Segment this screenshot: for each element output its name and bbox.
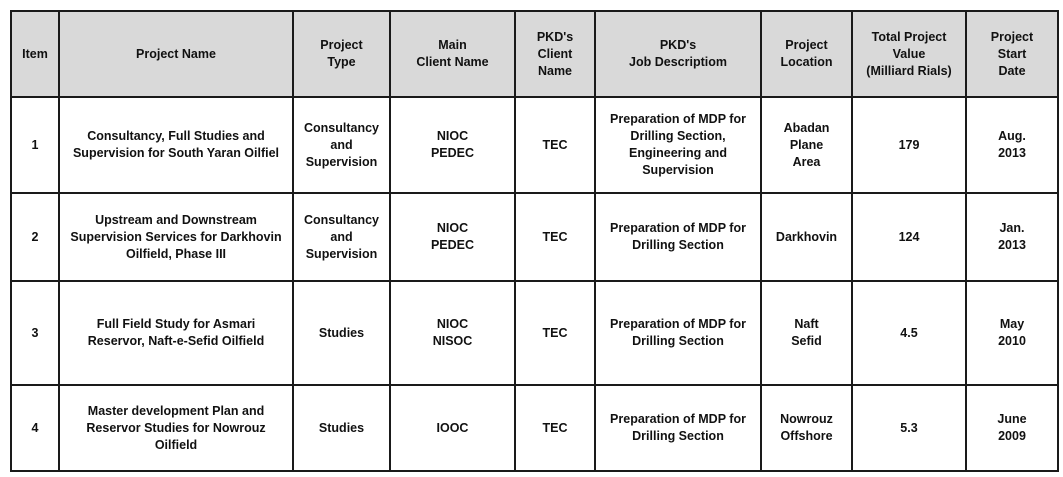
table-row — [11, 281, 1058, 385]
cell-item: 4 — [11, 385, 59, 471]
header-project-start-date: Project Start Date — [966, 11, 1058, 97]
cell-project-type: Studies — [293, 281, 390, 385]
cell-main-client-name: NIOC NISOC — [390, 281, 515, 385]
cell-main-client-name: NIOC PEDEC — [390, 193, 515, 281]
cell-project-location: Abadan Plane Area — [761, 97, 852, 193]
cell-project-start-date: Aug. 2013 — [966, 97, 1058, 193]
cell-pkd-job-description: Preparation of MDP for Drilling Section, Engineering and Supervision — [595, 97, 761, 193]
cell-pkd-client-name: TEC — [515, 97, 595, 193]
cell-project-start-date: May 2010 — [966, 281, 1058, 385]
cell-main-client-name: IOOC — [390, 385, 515, 471]
cell-project-name: Full Field Study for Asmari Reservor, Naft-e-Sefid Oilfield — [59, 281, 293, 385]
cell-total-project-value: 124 — [852, 193, 966, 281]
cell-project-start-date: Jan. 2013 — [966, 193, 1058, 281]
cell-item: 1 — [11, 97, 59, 193]
cell-item: 2 — [11, 193, 59, 281]
table-row — [11, 385, 1058, 471]
cell-item: 3 — [11, 281, 59, 385]
cell-project-location: Darkhovin — [761, 193, 852, 281]
header-project-location: Project Location — [761, 11, 852, 97]
cell-pkd-job-description: Preparation of MDP for Drilling Section — [595, 193, 761, 281]
projects-table — [10, 10, 1059, 472]
cell-project-name: Consultancy, Full Studies and Supervision for South Yaran Oilfiel — [59, 97, 293, 193]
table-row — [11, 97, 1058, 193]
header-row — [11, 11, 1058, 97]
cell-project-name: Upstream and Downstream Supervision Services for Darkhovin Oilfield, Phase III — [59, 193, 293, 281]
header-project-type: Project Type — [293, 11, 390, 97]
cell-pkd-client-name: TEC — [515, 281, 595, 385]
cell-pkd-job-description: Preparation of MDP for Drilling Section — [595, 281, 761, 385]
cell-project-location: Naft Sefid — [761, 281, 852, 385]
cell-project-type: Consultancy and Supervision — [293, 97, 390, 193]
cell-project-name: Master development Plan and Reservor Studies for Nowrouz Oilfield — [59, 385, 293, 471]
cell-total-project-value: 179 — [852, 97, 966, 193]
header-main-client-name: Main Client Name — [390, 11, 515, 97]
table-row — [11, 193, 1058, 281]
cell-main-client-name: NIOC PEDEC — [390, 97, 515, 193]
header-total-project-value: Total Project Value (Milliard Rials) — [852, 11, 966, 97]
cell-total-project-value: 5.3 — [852, 385, 966, 471]
cell-project-type: Consultancy and Supervision — [293, 193, 390, 281]
header-item: Item — [11, 11, 59, 97]
cell-total-project-value: 4.5 — [852, 281, 966, 385]
cell-project-start-date: June 2009 — [966, 385, 1058, 471]
cell-pkd-client-name: TEC — [515, 193, 595, 281]
header-pkd-job-description: PKD's Job Descriptiom — [595, 11, 761, 97]
header-project-name: Project Name — [59, 11, 293, 97]
header-pkd-client-name: PKD's Client Name — [515, 11, 595, 97]
cell-project-location: Nowrouz Offshore — [761, 385, 852, 471]
cell-pkd-job-description: Preparation of MDP for Drilling Section — [595, 385, 761, 471]
cell-pkd-client-name: TEC — [515, 385, 595, 471]
cell-project-type: Studies — [293, 385, 390, 471]
